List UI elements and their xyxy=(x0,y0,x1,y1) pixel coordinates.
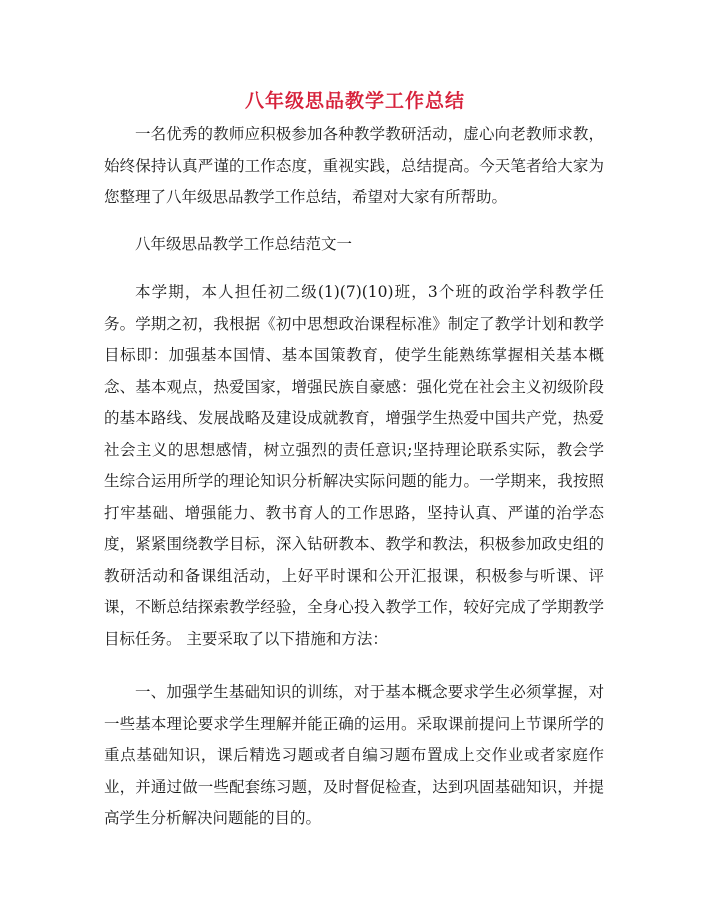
body-paragraph: 一、加强学生基础知识的训练，对于基本概念要求学生必须掌握，对一些基本理论要求学生理解并能正确的运用。采取课前提问上节课所学的重点基础知识，课后精选习题或者自编习题布置成上交作业或者家庭作业，并通过做一些配套练习题，及时督促检查，达到巩固基础知识，并提高学生分析解决问题能的目的。 xyxy=(104,683,604,827)
intro-paragraph: 一名优秀的教师应积极参加各种教学教研活动，虚心向老教师求教，始终保持认真严谨的工作态度，重视实践，总结提高。今天笔者给大家为您整理了八年级思品教学工作总结，希望对大家有所帮助。 xyxy=(104,125,604,206)
body-paragraph: 本学期，本人担任初二级(1)(7)(10)班，3个班的政治学科教学任务。学期之初，我根据《初中思想政治课程标准》制定了教学计划和教学目标即：加强基本国情、基本国策教育，使学生能熟练掌握相关基本概念、基本观点，热爱国家，增强民族自豪感：强化党在社会主义初级阶段的基本路线、发展战略及建设成就教育，增强学生热爱中国共产党，热爱社会主义的思想感情，树立强烈的责任意识;坚持理论联系实际，教会学生综合运用所学的理论知识分析解决实际问题的能力。一学期来，我按照打牢基础、增强能力、教书育人的工作思路，坚持认真、严谨的治学态度，紧紧围绕教学目标，深入钻研教本、教学和教法，积极参加政史组的教研活动和备课组活动，上好平时课和公开汇报课，积极参与听课、评课，不断总结探索教学经验，全身心投入教学工作，较好完成了学期教学目标任务。 主要采取了以下措施和方法： xyxy=(104,283,604,648)
document-title: 八年级思品教学工作总结 xyxy=(244,90,465,112)
section-heading: 八年级思品教学工作总结范文一 xyxy=(135,235,353,253)
